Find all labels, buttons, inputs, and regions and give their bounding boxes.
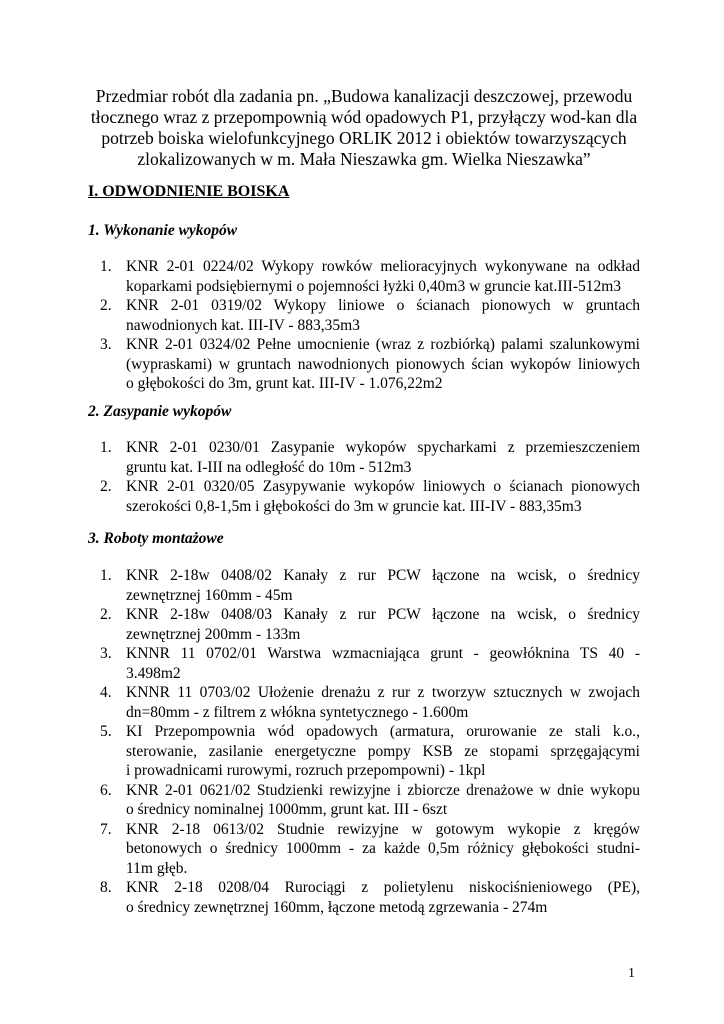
list-item xyxy=(100,878,640,917)
item-line: 11m głęb. xyxy=(126,859,188,877)
item-number: 8. xyxy=(100,879,112,896)
section-heading: I. ODWODNIENIE BOISKA xyxy=(88,183,290,200)
item-number: 6. xyxy=(100,781,112,799)
item-number: 2. xyxy=(100,297,112,314)
item-line: KNR 2-01 0224/02 Wykopy rowków melioracyjnych wykonywane na odkład xyxy=(126,258,640,275)
title-line: potrzeb boiska wielofunkcyjnego ORLIK 2012 i obiektów towarzyszących xyxy=(101,128,627,148)
item-line: sterowanie, zasilanie energetyczne pompy KSB ze stopami sprzęgającymi xyxy=(126,742,640,760)
item-number: 1. xyxy=(100,567,112,584)
title-line: Przedmiar robót dla zadania pn. „Budowa kanalizacji deszczowej, przewodu xyxy=(95,86,633,106)
item-number: 1. xyxy=(100,439,112,456)
item-line: betonowych o średnicy 1000mm - za każde 0,5m różnicy głębokości studni- xyxy=(126,840,640,857)
item-line: KNR 2-01 0324/02 Pełne umocnienie (wraz z rozbiórką) palami szalunkowymi xyxy=(126,336,640,353)
item-line: nawodnionych kat. III-IV - 883,35m3 xyxy=(126,316,360,334)
item-line: zewnętrznej 200mm - 133m xyxy=(126,625,301,643)
item-line: 3.498m2 xyxy=(126,664,181,682)
excavation-list xyxy=(100,257,640,394)
item-line: KNR 2-18 0613/02 Studnie rewizyjne w gotowym wykopie z kręgów xyxy=(126,820,640,838)
item-line: o średnicy zewnętrznej 160mm, łączone metodą zgrzewania - 274m xyxy=(126,898,548,916)
subsection-heading-backfill: 2. Zasypanie wykopów xyxy=(88,403,232,420)
item-line: dn=80mm - z filtrem z włókna syntetycznego - 1.600m xyxy=(126,703,469,721)
title-line: zlokalizowanych w m. Mała Nieszawka gm. Wielka Nieszawka” xyxy=(137,149,591,169)
item-number: 3. xyxy=(100,645,112,662)
item-number: 1. xyxy=(100,258,112,275)
list-item xyxy=(100,296,640,335)
item-line: KNNR 11 0702/01 Warstwa wzmacniająca grunt - geowłóknina TS 40 - xyxy=(126,645,640,662)
item-line: koparkami podsiębiernymi o pojemności łyżki 0,40m3 w gruncie kat.III-512m3 xyxy=(126,277,622,295)
item-number: 3. xyxy=(100,336,112,353)
page-number: 1 xyxy=(628,966,635,981)
item-line: (wypraskami) w gruntach nawodnionych pionowych ścian wykopów liniowych xyxy=(126,355,640,373)
item-line: KNR 2-01 0621/02 Studzienki rewizyjne i zbiorcze drenażowe w dnie wykopu xyxy=(126,781,640,799)
item-number: 4. xyxy=(100,684,112,701)
subsection-heading-assembly: 3. Roboty montażowe xyxy=(88,530,224,547)
item-line: zewnętrznej 160mm - 45m xyxy=(126,586,293,604)
item-line: o średnicy nominalnej 1000mm, grunt kat. III - 6szt xyxy=(126,801,448,818)
list-item xyxy=(100,438,640,477)
backfill-list xyxy=(100,438,640,516)
item-number: 2. xyxy=(100,478,112,495)
item-line: gruntu kat. I-III na odległość do 10m - 512m3 xyxy=(126,458,412,476)
item-line: KNR 2-18w 0408/02 Kanały z rur PCW łączone na wcisk, o średnicy xyxy=(126,567,640,584)
item-line: KNR 2-01 0319/02 Wykopy liniowe o ścianach pionowych w gruntach xyxy=(126,297,640,314)
item-line: KNR 2-18 0208/04 Rurociągi z polietylenu niskociśnieniowego (PE), xyxy=(126,879,640,896)
list-item xyxy=(100,781,640,820)
item-line: KNR 2-01 0230/01 Zasypanie wykopów spycharkami z przemieszczeniem xyxy=(126,439,640,456)
document-title xyxy=(88,86,640,170)
item-line: o głębokości do 3m, grunt kat. III-IV - 1.076,22m2 xyxy=(126,375,443,392)
list-item xyxy=(100,722,640,781)
list-item xyxy=(100,335,640,394)
list-item xyxy=(100,257,640,296)
item-number: 5. xyxy=(100,723,112,740)
assembly-list xyxy=(100,566,640,917)
title-line: tłocznego wraz z przepompownią wód opadowych P1, przyłączy wod-kan dla xyxy=(90,107,638,127)
item-number: 7. xyxy=(100,820,112,838)
list-item xyxy=(100,477,640,516)
item-line: KNR 2-18w 0408/03 Kanały z rur PCW łączone na wcisk, o średnicy xyxy=(126,606,640,623)
list-item xyxy=(100,644,640,683)
list-item xyxy=(100,683,640,722)
item-line: KI Przepompownia wód opadowych (armatura, orurowanie ze stali k.o., xyxy=(126,723,640,740)
list-item xyxy=(100,566,640,605)
item-number: 2. xyxy=(100,606,112,623)
item-line: szerokości 0,8-1,5m i głębokości do 3m w gruncie kat. III-IV - 883,35m3 xyxy=(126,497,582,515)
list-item xyxy=(100,605,640,644)
item-line: KNR 2-01 0320/05 Zasypywanie wykopów liniowych o ścianach pionowych xyxy=(126,478,640,495)
item-line: KNNR 11 0703/02 Ułożenie drenażu z rur z tworzyw sztucznych w zwojach xyxy=(126,684,640,701)
item-line: i prowadnicami rurowymi, rozruch przepompowni) - 1kpl xyxy=(126,762,486,779)
list-item xyxy=(100,820,640,879)
subsection-heading-excavation: 1. Wykonanie wykopów xyxy=(88,222,238,239)
